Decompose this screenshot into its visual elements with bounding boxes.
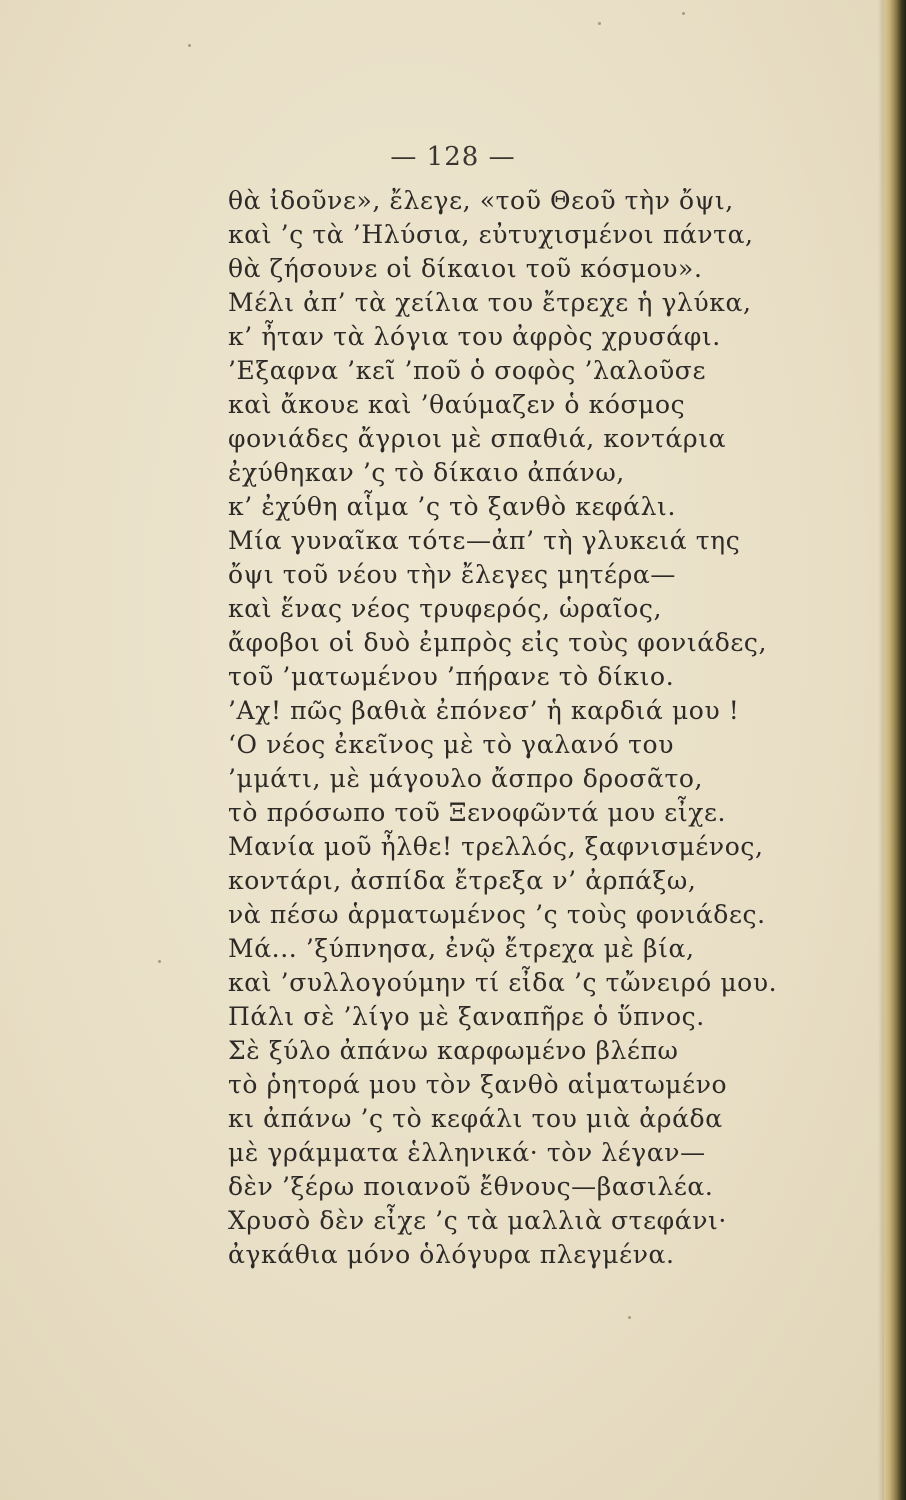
- poem-line: θὰ ζήσουνε οἱ δίκαιοι τοῦ κόσμου».: [228, 254, 703, 283]
- poem-line: ’Αχ! πῶς βαθιὰ ἐπόνεσ’ ἡ καρδιά μου !: [228, 696, 740, 725]
- poem-line: κ’ ἦταν τὰ λόγια του ἀφρὸς χρυσάφι.: [228, 322, 721, 351]
- poem-line: ’Εξαφνα ’κεῖ ’ποῦ ὁ σοφὸς ’λαλοῦσε: [228, 356, 707, 385]
- poem-line: ’μμάτι, μὲ μάγουλο ἄσπρο δροσᾶτο,: [228, 764, 704, 793]
- poem-line: μὲ γράμματα ἑλληνικά· τὸν λέγαν—: [228, 1138, 706, 1167]
- poem-line: φονιάδες ἄγριοι μὲ σπαθιά, κοντάρια: [228, 424, 727, 453]
- poem-line: ἐχύθηκαν ’ς τὸ δίκαιο ἀπάνω,: [228, 458, 625, 487]
- poem-line: κι ἀπάνω ’ς τὸ κεφάλι του μιὰ ἀράδα: [228, 1104, 723, 1133]
- poem-line: Σὲ ξύλο ἀπάνω καρφωμένο βλέπω: [228, 1036, 679, 1065]
- poem-line: Μά... ’ξύπνησα, ἐνῷ ἔτρεχα μὲ βία,: [228, 934, 695, 963]
- paper-speck: [682, 12, 685, 15]
- paper-speck: [188, 44, 191, 47]
- poem-line: νὰ πέσω ἁρματωμένος ’ς τοὺς φονιάδες.: [228, 900, 766, 929]
- poem-line: Πάλι σὲ ’λίγο μὲ ξαναπῆρε ὁ ὕπνος.: [228, 1002, 705, 1031]
- poem-line: καὶ ἕνας νέος τρυφερός, ὡραῖος,: [228, 594, 663, 623]
- poem-line: θὰ ἰδοῦνε», ἔλεγε, «τοῦ Θεοῦ τὴν ὄψι,: [228, 186, 734, 215]
- poem-line: καὶ ’ς τὰ ’Ηλύσια, εὐτυχισμένοι πάντα,: [228, 220, 754, 249]
- poem-line: Μία γυναῖκα τότε—ἀπ’ τὴ γλυκειά της: [228, 526, 741, 555]
- poem-line: τὸ πρόσωπο τοῦ Ξενοφῶντά μου εἶχε.: [228, 798, 727, 827]
- paper-speck: [158, 960, 161, 963]
- poem-line: κοντάρι, ἀσπίδα ἔτρεξα ν’ ἀρπάξω,: [228, 866, 697, 895]
- poem-text: [228, 184, 888, 1272]
- poem-line: ἀγκάθια μόνο ὁλόγυρα πλεγμένα.: [228, 1240, 675, 1269]
- poem-line: ‘Ο νέος ἐκεῖνος μὲ τὸ γαλανό του: [228, 730, 674, 759]
- page-number: — 128 —: [390, 142, 516, 172]
- poem-line: Χρυσὸ δὲν εἶχε ’ς τὰ μαλλιὰ στεφάνι·: [228, 1206, 727, 1235]
- poem-line: καὶ ἄκουε καὶ ’θαύμαζεν ὁ κόσμος: [228, 390, 686, 419]
- poem-line: τοῦ ’ματωμένου ’πήρανε τὸ δίκιο.: [228, 662, 675, 691]
- poem-line: τὸ ῥητορά μου τὸν ξανθὸ αἱματωμένο: [228, 1070, 728, 1099]
- poem-line: Μανία μοῦ ἦλθε! τρελλός, ξαφνισμένος,: [228, 832, 764, 861]
- poem-line: δὲν ’ξέρω ποιανοῦ ἔθνους—βασιλέα.: [228, 1172, 714, 1201]
- poem-line: κ’ ἐχύθη αἷμα ’ς τὸ ξανθὸ κεφάλι.: [228, 492, 676, 521]
- poem-line: καὶ ’συλλογούμην τί εἶδα ’ς τὤνειρό μου.: [228, 968, 778, 997]
- poem-line: Μέλι ἀπ’ τὰ χείλια του ἔτρεχε ἡ γλύκα,: [228, 288, 752, 317]
- poem-line: ἄφοβοι οἱ δυὸ ἐμπρὸς εἰς τοὺς φονιάδες,: [228, 628, 768, 657]
- paper-speck: [628, 1316, 631, 1319]
- poem-line: ὄψι τοῦ νέου τὴν ἔλεγες μητέρα—: [228, 560, 676, 589]
- paper-speck: [598, 22, 601, 25]
